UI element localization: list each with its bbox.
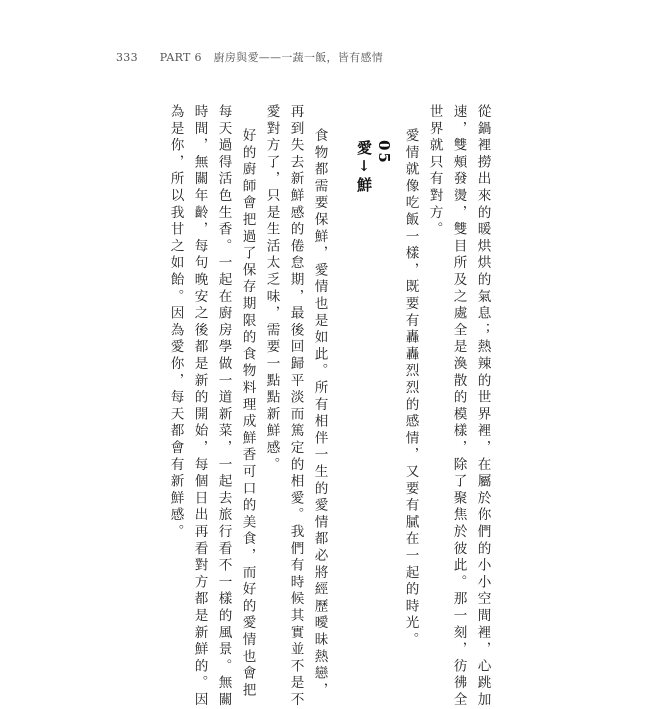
section-number: 05 — [375, 140, 393, 165]
text-line: 好的廚師會把過了保存期限的食物料理成鮮香可口的美食，而好的愛情也會把 — [239, 128, 256, 700]
text-line: 食物都需要保鮮，愛情也是如此。所有相伴一生的愛情都必將經歷曖昧熱戀， — [311, 128, 328, 700]
section-heading — [354, 140, 393, 194]
text-line: 每天過得活色生香。一起在廚房學做一道新菜，一起去旅行看不一樣的風景。無關 — [215, 104, 232, 709]
section-title: 愛↓鮮 — [355, 140, 373, 194]
text-line: 愛對方了，只是生活太乏味，需要一點點新鮮感。 — [263, 104, 280, 474]
page-number: 333 — [116, 51, 138, 64]
text-line: 從鍋裡撈出來的暖烘烘的氣息；熱辣的世界裡，在屬於你們的小小空間裡，心跳加 — [474, 104, 491, 709]
text-line: 世界就只有對方。 — [426, 104, 443, 239]
text-line: 再到失去新鮮感的倦怠期，最後回歸平淡而篤定的相愛。我們有時候其實並不是不 — [287, 104, 304, 709]
chapter-title: 廚房與愛——一蔬一飯，皆有感情 — [213, 51, 384, 64]
text-line: 愛情就像吃飯一樣，既要有轟轟烈烈的感情，又要有膩在一起的時光。 — [402, 128, 419, 649]
text-line: 為是你，所以我甘之如飴。因為愛你，每天都會有新鮮感。 — [167, 104, 184, 541]
part-label: PART 6 — [159, 51, 202, 64]
text-line: 速，雙頰發燙，雙目所及之處全是渙散的模樣，除了聚焦於彼此。那一刻，彷彿全 — [450, 104, 467, 709]
running-header — [116, 49, 383, 65]
text-line: 時間，無關年齡，每句晚安之後都是新的開始，每個日出再看對方都是新鮮的。因 — [191, 104, 208, 709]
